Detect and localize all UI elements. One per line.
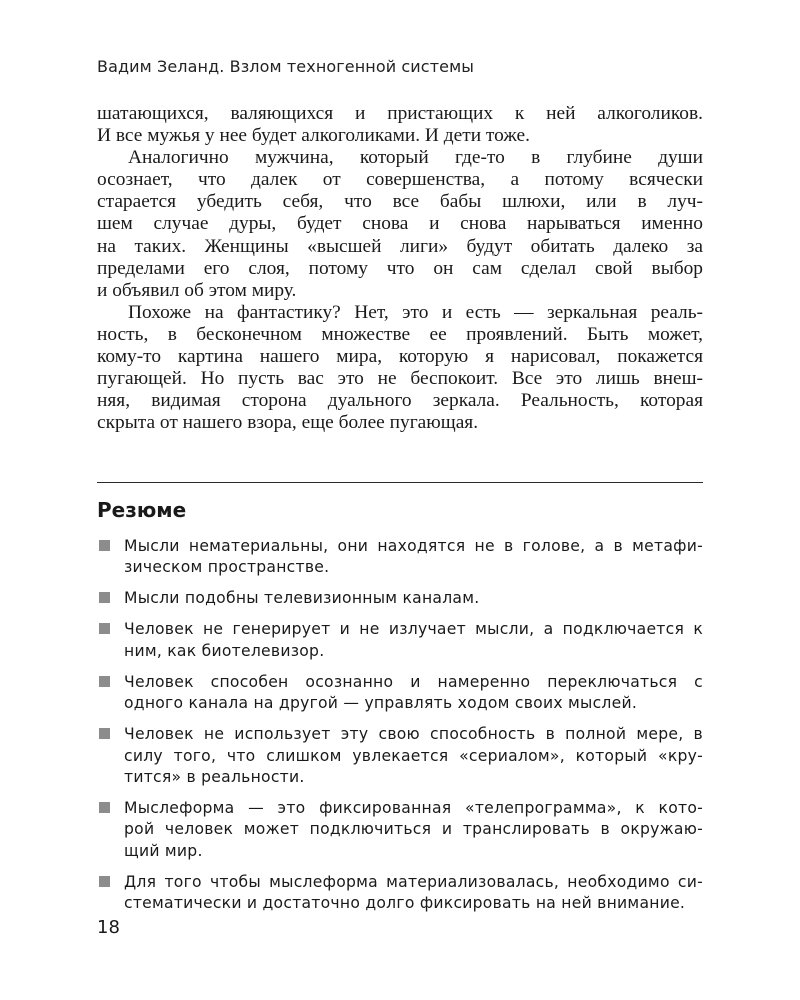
body-line: осознает, что далек от совершенства, а потому всячески — [97, 169, 703, 191]
page-number: 18 — [97, 917, 120, 938]
body-line: Похоже на фантастику? Нет, это и есть — зеркальная реаль- — [128, 301, 703, 323]
body-line: шем случае дуры, будет снова и снова нарываться именно — [97, 213, 703, 235]
summary-line: Человек не использует эту свою способность в полной мере, в — [124, 725, 703, 744]
summary-item-text — [124, 536, 703, 579]
summary-list — [97, 536, 703, 924]
summary-item — [97, 619, 703, 662]
square-bullet-icon — [99, 728, 110, 739]
square-bullet-icon — [99, 802, 110, 813]
summary-line: одного канала на другой — управлять ходом своих мыслей. — [124, 694, 638, 713]
summary-line: Мысли нематериальны, они находятся не в голове, а в метафи- — [124, 537, 703, 555]
square-bullet-icon — [99, 623, 110, 634]
summary-line: Человек способен осознанно и намеренно переключаться с — [124, 672, 703, 691]
summary-item-text — [124, 588, 703, 609]
body-text — [97, 103, 703, 434]
summary-line: силу того, что слишком увлекается «сериалом», который «кру- — [124, 746, 703, 765]
summary-item — [97, 872, 703, 915]
body-line: кому-то картина нашего мира, которую я нарисовал, покажется — [97, 346, 703, 368]
summary-line: Мысли подобны телевизионным каналам. — [124, 589, 480, 608]
summary-line: щий мир. — [124, 841, 203, 860]
body-line: И все мужья у нее будет алкоголиками. И дети тоже. — [97, 125, 530, 147]
body-line: шатающихся, валяющихся и пристающих к ней алкоголиков. — [97, 103, 703, 124]
square-bullet-icon — [99, 876, 110, 887]
square-bullet-icon — [99, 592, 110, 603]
summary-title: Резюме — [97, 498, 187, 522]
summary-line: стематически и достаточно долго фиксировать на ней внимание. — [124, 894, 686, 913]
summary-item — [97, 588, 703, 609]
body-line: ность, в бесконечном множестве ее проявлений. Быть может, — [97, 323, 703, 345]
body-line: няя, видимая сторона дуального зеркала. Реальность, которая — [97, 390, 703, 412]
summary-line: зическом пространстве. — [124, 558, 330, 577]
summary-item-text — [124, 619, 703, 662]
body-line: на таких. Женщины «высшей лиги» будут обитать далеко за — [97, 235, 703, 257]
summary-item-text — [124, 724, 703, 788]
square-bullet-icon — [99, 540, 110, 551]
body-line: пределами его слоя, потому что он сам сделал свой выбор — [97, 257, 703, 279]
summary-line: Человек не генерирует и не излучает мысли, а подключается к — [124, 620, 703, 639]
body-line: скрыта от нашего взора, еще более пугающая. — [97, 412, 479, 434]
square-bullet-icon — [99, 676, 110, 687]
section-divider — [97, 482, 703, 483]
summary-item — [97, 536, 703, 579]
summary-line: ним, как биотелевизор. — [124, 641, 325, 660]
summary-item — [97, 724, 703, 788]
summary-line: тится» в реальности. — [124, 767, 305, 786]
summary-line: Для того чтобы мыслеформа материализовалась, необходимо си- — [124, 872, 703, 891]
summary-item — [97, 798, 703, 862]
body-line: пугающей. Но пусть вас это не беспокоит. Все это лишь внеш- — [97, 368, 703, 390]
summary-item-text — [124, 872, 703, 915]
summary-line: Мыслеформа — это фиксированная «телепрограмма», к кото- — [124, 798, 703, 817]
summary-line: рой человек может подключиться и транслировать в окружаю- — [124, 820, 703, 839]
running-header: Вадим Зеланд. Взлом техногенной системы — [97, 57, 474, 76]
body-line: и объявил об этом миру. — [97, 279, 297, 301]
summary-item — [97, 672, 703, 715]
body-line: старается убедить себя, что все бабы шлюхи, или в луч- — [97, 191, 703, 213]
summary-item-text — [124, 798, 703, 862]
summary-item-text — [124, 672, 703, 715]
body-line: Аналогично мужчина, который где-то в глубине души — [128, 147, 703, 169]
